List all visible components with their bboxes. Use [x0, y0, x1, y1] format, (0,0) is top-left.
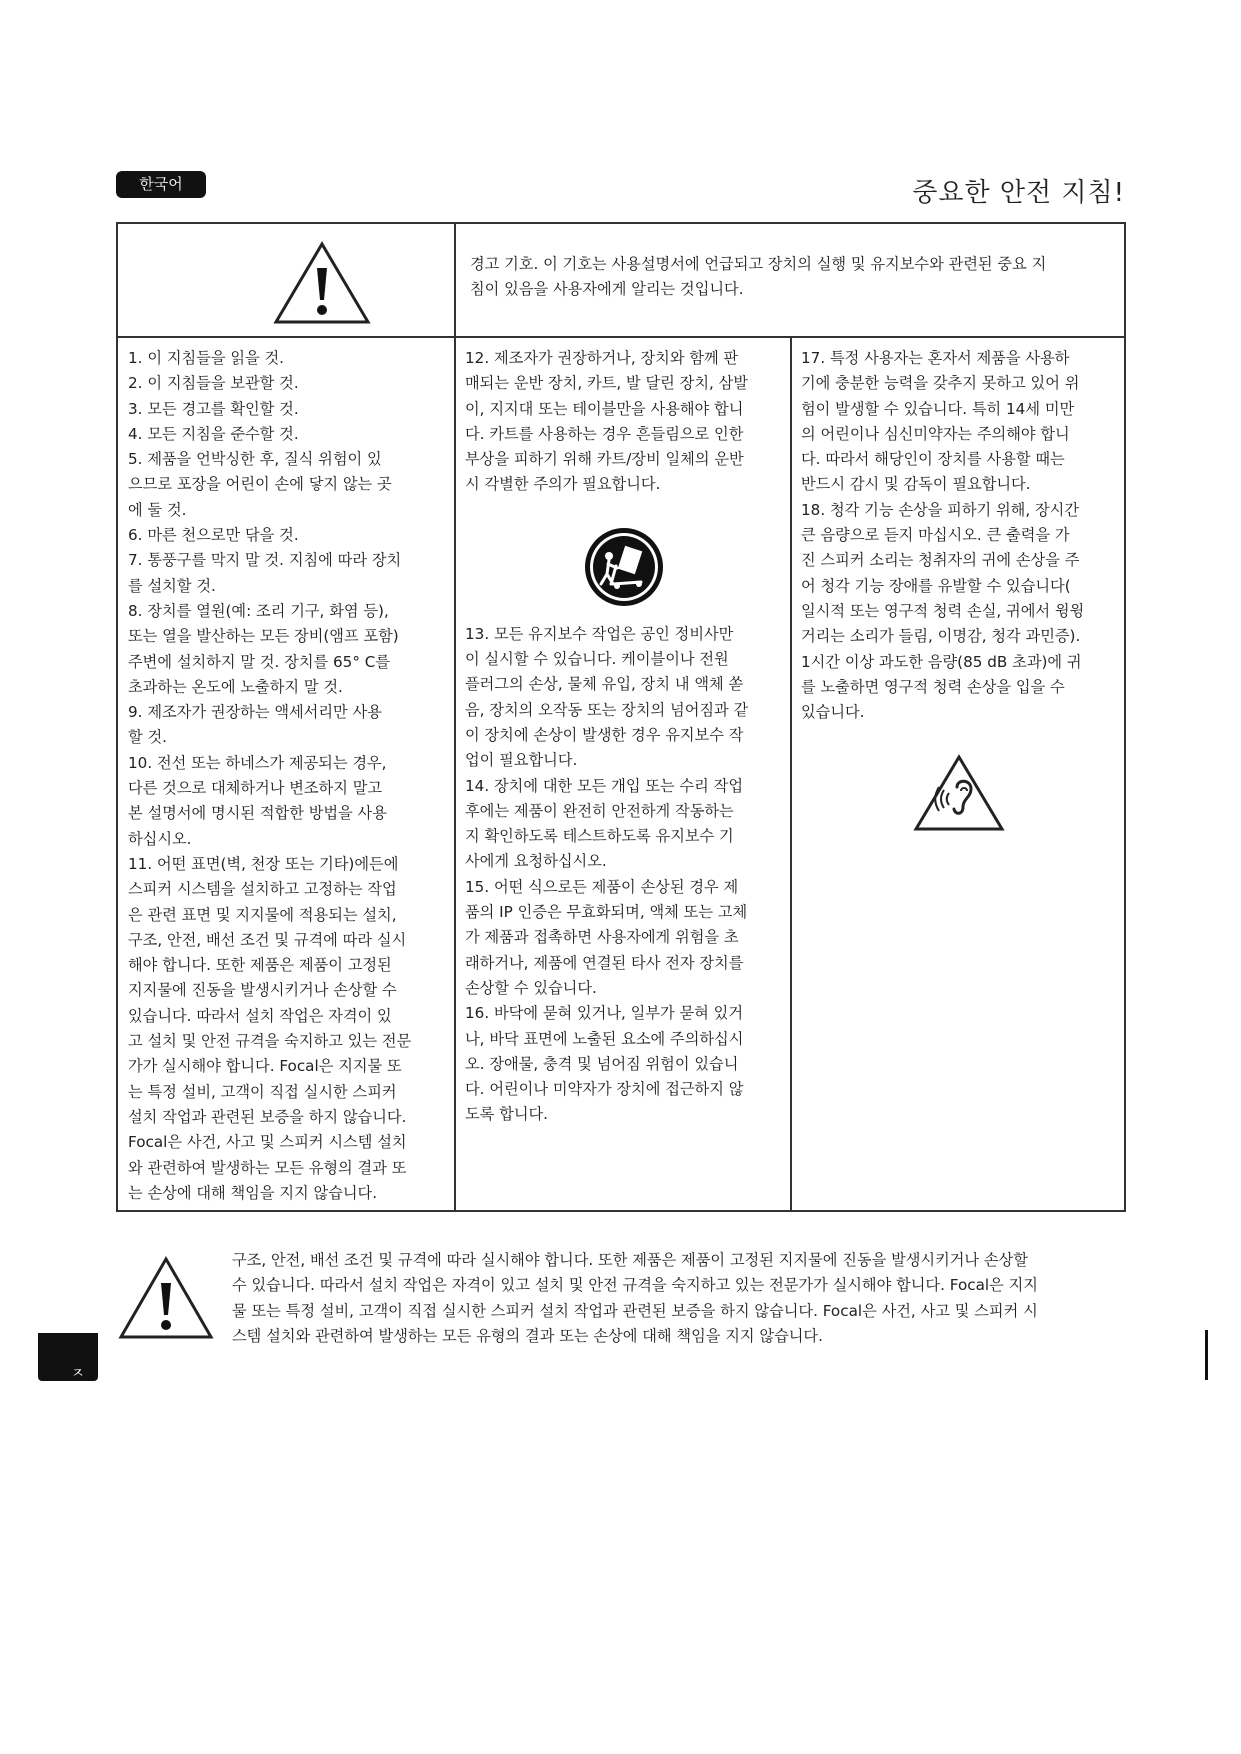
- warning-description: 경고 기호. 이 기호는 사용설명서에 언급되고 장치의 실행 및 유지보수와 관련된 중요 지 침이 있음을 사용자에게 알리는 것입니다.: [470, 255, 1047, 299]
- page-title: 중요한 안전 지침!: [912, 178, 1125, 208]
- margin-bar: [1205, 1330, 1208, 1380]
- instructions-column-1: [118, 336, 454, 1210]
- warning-description-cell: [454, 224, 1124, 336]
- instructions-column-2: [455, 336, 790, 1210]
- warning-symbol-cell: [118, 224, 456, 336]
- instructions-text: 13. 모든 유지보수 작업은 공인 정비사만 이 실시할 수 있습니다. 케이블이나 전원 플러그의 손상, 물체 유입, 장치 내 액체 쏟 음, 장치의 오작동 또는 장치의 넘어짐과 같 이 장치에 손상이 발생한 경우 유지보수 작 업이 필요합니다. 14. 장치에 대한 모든 개입 또는 수리 작업 후에는 제품이 완전히 안전하게 작동하는 지 확인하도록 테스트하도록 유지보수 기 사에게 요청하십시오. 15. 어떤 식으로든 제품이 손상된 경우 제 품의 IP 인증은 무효화되며, 액체 또는 고체 가 제품과 접촉하면 사용자에게 위험을 초 래하거나, 제품에 연결된 타사 전자 장치를 손상할 수 있습니다. 16. 바닥에 묻혀 있거나, 일부가 묻혀 있거 나, 바닥 표면에 노출된 요소에 주의하십시 오. 장애물, 충격 및 넘어짐 위험이 있습니 다. 어린이나 미약자가 장치에 접근하지 않 도록 합니다.: [465, 624, 749, 1124]
- warning-triangle-icon: [117, 1255, 215, 1341]
- warning-triangle-icon: [272, 240, 372, 326]
- language-badge: 한국어: [116, 171, 206, 198]
- instructions-text: 1. 이 지침들을 읽을 것. 2. 이 지침들을 보관할 것. 3. 모든 경고를 확인할 것. 4. 모든 지침을 준수할 것. 5. 제품을 언박싱한 후, 질식 위험이 있 으므로 포장을 어린이 손에 닿지 않는 곳 에 둘 것. 6. 마른 천으로만 닦을 것. 7. 통풍구를 막지 말 것. 지침에 따라 장치 를 설치할 것. 8. 장치를 열원(예: 조리 기구, 화염 등), 또는 열을 발산하는 모든 장비(앰프 포함) 주변에 설치하지 말 것. 장치를 65° C를 초과하는 온도에 노출하지 말 것. 9. 제조자가 권장하는 액세서리만 사용 할 것. 10. 전선 또는 하네스가 제공되는 경우, 다른 것으로 대체하거나 변조하지 말고 본 설명서에 명시된 적합한 방법을 사용 하십시오. 11. 어떤 표면(벽, 천장 또는 기타)에든에 스피커 시스템을 설치하고 고정하는 작업 은 관련 표면 및 지지물에 적용되는 설치, 구조, 안전, 배선 조건 및 규격에 따라 실시 해야 합니다. 또한 제품은 제품이 고정된 지지물에 진동을 발생시키거나 손상할 수 있습니다. 따라서 설치 작업은 자격이 있 고 설치 및 안전 규격을 숙지하고 있는 전문 가가 실시해야 합니다. Focal은 지지물 또 는 특정 설비, 고객이 직접 실시한 스피커 설치 작업과 관련된 보증을 하지 않습니다. Focal은 사건, 사고 및 스피커 시스템 설치 와 관련하여 발생하는 모든 유형의 결과 또 는 손상에 대해 책임을 지지 않습니다.: [128, 349, 412, 1202]
- hearing-damage-icon: [913, 753, 1005, 833]
- instructions-text: 17. 특정 사용자는 혼자서 제품을 사용하 기에 충분한 능력을 갖추지 못하고 있어 위 험이 발생할 수 있습니다. 특히 14세 미만 의 어린이나 심신미약자는 주의해야 합니 다. 따라서 해당인이 장치를 사용할 때는 반드시 감시 및 감독이 필요합니다. 18. 청각 기능 손상을 피하기 위해, 장시간 큰 음량으로 듣지 마십시오. 큰 출력을 가 진 스피커 소리는 청취자의 귀에 손상을 주 어 청각 기능 장애를 유발할 수 있습니다( 일시적 또는 영구적 청력 손실, 귀에서 윙윙 거리는 소리가 들림, 이명감, 청각 과민증). 1시간 이상 과도한 음량(85 dB 초과)에 귀 를 노출하면 영구적 청력 손상을 입을 수 있습니다.: [801, 349, 1085, 722]
- cart-tip-over-icon: [583, 526, 665, 608]
- page-tab: [38, 1333, 98, 1381]
- instructions-column-3: [791, 336, 1124, 1210]
- installation-note: 구조, 안전, 배선 조건 및 규격에 따라 실시해야 합니다. 또한 제품은 제품이 고정된 지지물에 진동을 발생시키거나 손상할 수 있습니다. 따라서 설치 작업은 자격이 있고 설치 및 안전 규격을 숙지하고 있는 전문가가 실시해야 합니다. Focal은 지지 물 또는 특정 설비, 고객이 직접 실시한 스피커 설치 작업과 관련된 보증을 하지 않습니다. Focal은 사건, 사고 및 스피커 시 스템 설치와 관련하여 발생하는 모든 유형의 결과 또는 손상에 대해 책임을 지지 않습니다.: [232, 1251, 1038, 1345]
- page-tab-label: ㅈ: [71, 1366, 85, 1382]
- safety-instructions-table: [116, 222, 1126, 1212]
- instructions-text: 12. 제조자가 권장하거나, 장치와 함께 판 매되는 운반 장치, 카트, 발 달린 장치, 삼발 이, 지지대 또는 테이블만을 사용해야 합니 다. 카트를 사용하는 경우 흔들림으로 인한 부상을 피하기 위해 카트/장비 일체의 운반 시 각별한 주의가 필요합니다.: [465, 349, 749, 494]
